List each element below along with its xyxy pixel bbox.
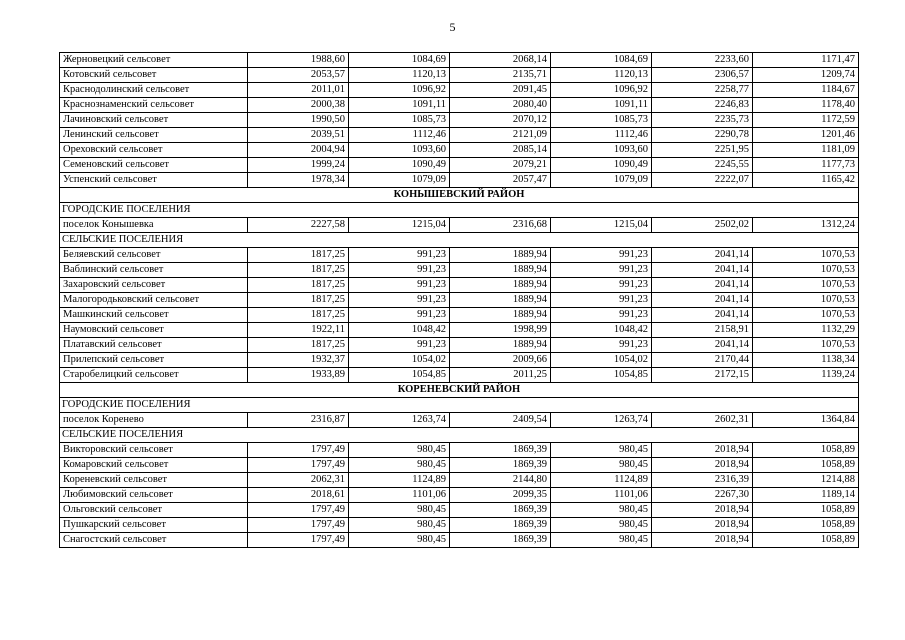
value-cell: 1999,24 (248, 158, 349, 173)
section-row (60, 233, 859, 248)
settlement-name: Малогородьковский сельсовет (60, 293, 248, 308)
value-cell: 1172,59 (753, 113, 859, 128)
value-cell: 1054,02 (349, 353, 450, 368)
tariff-table (59, 52, 859, 548)
settlement-name: поселок Коренево (60, 413, 248, 428)
settlement-name: Любимовский сельсовет (60, 488, 248, 503)
value-cell: 2062,31 (248, 473, 349, 488)
settlement-name: Успенский сельсовет (60, 173, 248, 188)
value-cell: 980,45 (349, 458, 450, 473)
value-cell: 1817,25 (248, 278, 349, 293)
value-cell: 1817,25 (248, 248, 349, 263)
value-cell: 2144,80 (450, 473, 551, 488)
value-cell: 2227,58 (248, 218, 349, 233)
value-cell: 2099,35 (450, 488, 551, 503)
value-cell: 1093,60 (551, 143, 652, 158)
table-row (60, 158, 859, 173)
value-cell: 1933,89 (248, 368, 349, 383)
value-cell: 2409,54 (450, 413, 551, 428)
table-row (60, 248, 859, 263)
value-cell: 1797,49 (248, 443, 349, 458)
value-cell: 991,23 (349, 248, 450, 263)
section-row (60, 428, 859, 443)
value-cell: 1869,39 (450, 458, 551, 473)
value-cell: 1178,40 (753, 98, 859, 113)
section-title: ГОРОДСКИЕ ПОСЕЛЕНИЯ (60, 398, 859, 413)
value-cell: 2004,94 (248, 143, 349, 158)
table-row (60, 278, 859, 293)
value-cell: 980,45 (551, 458, 652, 473)
value-cell: 991,23 (551, 278, 652, 293)
value-cell: 2158,91 (652, 323, 753, 338)
section-row (60, 398, 859, 413)
value-cell: 2018,61 (248, 488, 349, 503)
value-cell: 1091,11 (551, 98, 652, 113)
value-cell: 2091,45 (450, 83, 551, 98)
value-cell: 1364,84 (753, 413, 859, 428)
settlement-name: Семеновский сельсовет (60, 158, 248, 173)
value-cell: 1079,09 (349, 173, 450, 188)
table-row (60, 218, 859, 233)
section-title: ГОРОДСКИЕ ПОСЕЛЕНИЯ (60, 203, 859, 218)
value-cell: 1093,60 (349, 143, 450, 158)
district-title: КОРЕНЕВСКИЙ РАЙОН (60, 383, 859, 398)
value-cell: 2233,60 (652, 53, 753, 68)
value-cell: 1181,09 (753, 143, 859, 158)
value-cell: 2068,14 (450, 53, 551, 68)
settlement-name: Жерновецкий сельсовет (60, 53, 248, 68)
value-cell: 1797,49 (248, 458, 349, 473)
value-cell: 1058,89 (753, 533, 859, 548)
value-cell: 2235,73 (652, 113, 753, 128)
settlement-name: Ленинский сельсовет (60, 128, 248, 143)
value-cell: 1990,50 (248, 113, 349, 128)
value-cell: 1201,46 (753, 128, 859, 143)
section-row (60, 203, 859, 218)
settlement-name: Снагостский сельсовет (60, 533, 248, 548)
value-cell: 1184,67 (753, 83, 859, 98)
value-cell: 1138,34 (753, 353, 859, 368)
value-cell: 1090,49 (551, 158, 652, 173)
settlement-name: Наумовский сельсовет (60, 323, 248, 338)
table-row (60, 353, 859, 368)
page-number: 5 (449, 20, 456, 34)
value-cell: 1054,85 (349, 368, 450, 383)
value-cell: 1263,74 (349, 413, 450, 428)
value-cell: 1889,94 (450, 308, 551, 323)
value-cell: 1079,09 (551, 173, 652, 188)
value-cell: 1215,04 (349, 218, 450, 233)
value-cell: 2502,02 (652, 218, 753, 233)
value-cell: 1058,89 (753, 518, 859, 533)
value-cell: 2121,09 (450, 128, 551, 143)
table-row (60, 113, 859, 128)
value-cell: 1058,89 (753, 503, 859, 518)
value-cell: 1112,46 (551, 128, 652, 143)
settlement-name: Захаровский сельсовет (60, 278, 248, 293)
value-cell: 991,23 (349, 293, 450, 308)
value-cell: 2057,47 (450, 173, 551, 188)
value-cell: 2316,39 (652, 473, 753, 488)
district-header-row (60, 188, 859, 203)
value-cell: 1101,06 (349, 488, 450, 503)
value-cell: 2267,30 (652, 488, 753, 503)
value-cell: 1048,42 (349, 323, 450, 338)
value-cell: 991,23 (551, 263, 652, 278)
value-cell: 1048,42 (551, 323, 652, 338)
value-cell: 2041,14 (652, 248, 753, 263)
value-cell: 2011,01 (248, 83, 349, 98)
value-cell: 2041,14 (652, 308, 753, 323)
value-cell: 980,45 (349, 518, 450, 533)
value-cell: 1070,53 (753, 338, 859, 353)
value-cell: 2245,55 (652, 158, 753, 173)
value-cell: 2018,94 (652, 533, 753, 548)
value-cell: 1869,39 (450, 518, 551, 533)
value-cell: 1932,37 (248, 353, 349, 368)
value-cell: 2290,78 (652, 128, 753, 143)
value-cell: 2018,94 (652, 458, 753, 473)
value-cell: 1090,49 (349, 158, 450, 173)
value-cell: 991,23 (349, 308, 450, 323)
value-cell: 991,23 (551, 248, 652, 263)
value-cell: 1096,92 (551, 83, 652, 98)
settlement-name: Беляевский сельсовет (60, 248, 248, 263)
table-row (60, 473, 859, 488)
table-row (60, 98, 859, 113)
settlement-name: Комаровский сельсовет (60, 458, 248, 473)
value-cell: 1084,69 (349, 53, 450, 68)
value-cell: 1797,49 (248, 533, 349, 548)
value-cell: 1101,06 (551, 488, 652, 503)
settlement-name: Ваблинский сельсовет (60, 263, 248, 278)
value-cell: 1120,13 (551, 68, 652, 83)
section-title: СЕЛЬСКИЕ ПОСЕЛЕНИЯ (60, 233, 859, 248)
settlement-name: Лачиновский сельсовет (60, 113, 248, 128)
value-cell: 2222,07 (652, 173, 753, 188)
table-row (60, 368, 859, 383)
table-row (60, 518, 859, 533)
value-cell: 1054,02 (551, 353, 652, 368)
value-cell: 1132,29 (753, 323, 859, 338)
value-cell: 2011,25 (450, 368, 551, 383)
value-cell: 1889,94 (450, 338, 551, 353)
value-cell: 2246,83 (652, 98, 753, 113)
value-cell: 2041,14 (652, 263, 753, 278)
value-cell: 2041,14 (652, 338, 753, 353)
value-cell: 1139,24 (753, 368, 859, 383)
table-row (60, 413, 859, 428)
settlement-name: Машкинский сельсовет (60, 308, 248, 323)
value-cell: 2018,94 (652, 518, 753, 533)
settlement-name: Кореневский сельсовет (60, 473, 248, 488)
section-title: СЕЛЬСКИЕ ПОСЕЛЕНИЯ (60, 428, 859, 443)
value-cell: 1797,49 (248, 503, 349, 518)
settlement-name: Ольговский сельсовет (60, 503, 248, 518)
value-cell: 980,45 (551, 533, 652, 548)
value-cell: 2079,21 (450, 158, 551, 173)
value-cell: 1215,04 (551, 218, 652, 233)
value-cell: 1209,74 (753, 68, 859, 83)
value-cell: 1171,47 (753, 53, 859, 68)
value-cell: 1263,74 (551, 413, 652, 428)
value-cell: 2306,57 (652, 68, 753, 83)
value-cell: 1889,94 (450, 278, 551, 293)
value-cell: 2316,68 (450, 218, 551, 233)
settlement-name: Платавский сельсовет (60, 338, 248, 353)
value-cell: 991,23 (349, 278, 450, 293)
table-row (60, 143, 859, 158)
settlement-name: Котовский сельсовет (60, 68, 248, 83)
value-cell: 980,45 (349, 503, 450, 518)
value-cell: 1978,34 (248, 173, 349, 188)
value-cell: 1058,89 (753, 443, 859, 458)
value-cell: 2085,14 (450, 143, 551, 158)
value-cell: 1070,53 (753, 308, 859, 323)
table-row (60, 503, 859, 518)
value-cell: 1889,94 (450, 293, 551, 308)
table-row (60, 68, 859, 83)
settlement-name: Краснознаменский сельсовет (60, 98, 248, 113)
value-cell: 1120,13 (349, 68, 450, 83)
value-cell: 1177,73 (753, 158, 859, 173)
value-cell: 1124,89 (551, 473, 652, 488)
value-cell: 991,23 (349, 263, 450, 278)
settlement-name: Ореховский сельсовет (60, 143, 248, 158)
table-row (60, 53, 859, 68)
value-cell: 980,45 (349, 533, 450, 548)
value-cell: 1054,85 (551, 368, 652, 383)
value-cell: 1165,42 (753, 173, 859, 188)
value-cell: 2039,51 (248, 128, 349, 143)
table-row (60, 173, 859, 188)
value-cell: 1869,39 (450, 503, 551, 518)
district-title: КОНЫШЕВСКИЙ РАЙОН (60, 188, 859, 203)
value-cell: 991,23 (551, 308, 652, 323)
value-cell: 1889,94 (450, 263, 551, 278)
district-header-row (60, 383, 859, 398)
table-row (60, 83, 859, 98)
value-cell: 1817,25 (248, 338, 349, 353)
value-cell: 991,23 (551, 338, 652, 353)
table-row (60, 293, 859, 308)
value-cell: 2316,87 (248, 413, 349, 428)
value-cell: 1797,49 (248, 518, 349, 533)
table-row (60, 488, 859, 503)
table-row (60, 443, 859, 458)
table-row (60, 308, 859, 323)
value-cell: 1096,92 (349, 83, 450, 98)
value-cell: 991,23 (551, 293, 652, 308)
value-cell: 2018,94 (652, 503, 753, 518)
value-cell: 2170,44 (652, 353, 753, 368)
value-cell: 2041,14 (652, 293, 753, 308)
table-row (60, 533, 859, 548)
value-cell: 1124,89 (349, 473, 450, 488)
value-cell: 1085,73 (349, 113, 450, 128)
value-cell: 1091,11 (349, 98, 450, 113)
value-cell: 2172,15 (652, 368, 753, 383)
value-cell: 1085,73 (551, 113, 652, 128)
table-row (60, 128, 859, 143)
value-cell: 1070,53 (753, 263, 859, 278)
settlement-name: поселок Конышевка (60, 218, 248, 233)
settlement-name: Пушкарский сельсовет (60, 518, 248, 533)
value-cell: 2018,94 (652, 443, 753, 458)
value-cell: 980,45 (551, 443, 652, 458)
value-cell: 980,45 (551, 503, 652, 518)
settlement-name: Краснодолинский сельсовет (60, 83, 248, 98)
value-cell: 1998,99 (450, 323, 551, 338)
value-cell: 1817,25 (248, 308, 349, 323)
value-cell: 2602,31 (652, 413, 753, 428)
value-cell: 1070,53 (753, 293, 859, 308)
value-cell: 1922,11 (248, 323, 349, 338)
table-row (60, 458, 859, 473)
settlement-name: Викторовский сельсовет (60, 443, 248, 458)
value-cell: 1869,39 (450, 533, 551, 548)
settlement-name: Старобелицкий сельсовет (60, 368, 248, 383)
value-cell: 1889,94 (450, 248, 551, 263)
value-cell: 980,45 (349, 443, 450, 458)
table-row (60, 263, 859, 278)
value-cell: 980,45 (551, 518, 652, 533)
value-cell: 991,23 (349, 338, 450, 353)
value-cell: 1070,53 (753, 278, 859, 293)
table-row (60, 323, 859, 338)
value-cell: 1988,60 (248, 53, 349, 68)
value-cell: 1312,24 (753, 218, 859, 233)
value-cell: 2000,38 (248, 98, 349, 113)
value-cell: 2135,71 (450, 68, 551, 83)
value-cell: 2080,40 (450, 98, 551, 113)
value-cell: 1189,14 (753, 488, 859, 503)
value-cell: 1817,25 (248, 263, 349, 278)
value-cell: 1070,53 (753, 248, 859, 263)
value-cell: 1214,88 (753, 473, 859, 488)
table-row (60, 338, 859, 353)
table-body (60, 53, 859, 548)
value-cell: 1112,46 (349, 128, 450, 143)
value-cell: 2041,14 (652, 278, 753, 293)
value-cell: 2258,77 (652, 83, 753, 98)
value-cell: 2070,12 (450, 113, 551, 128)
value-cell: 1084,69 (551, 53, 652, 68)
value-cell: 2251,95 (652, 143, 753, 158)
value-cell: 1869,39 (450, 443, 551, 458)
value-cell: 2009,66 (450, 353, 551, 368)
settlement-name: Прилепский сельсовет (60, 353, 248, 368)
value-cell: 1817,25 (248, 293, 349, 308)
value-cell: 1058,89 (753, 458, 859, 473)
value-cell: 2053,57 (248, 68, 349, 83)
